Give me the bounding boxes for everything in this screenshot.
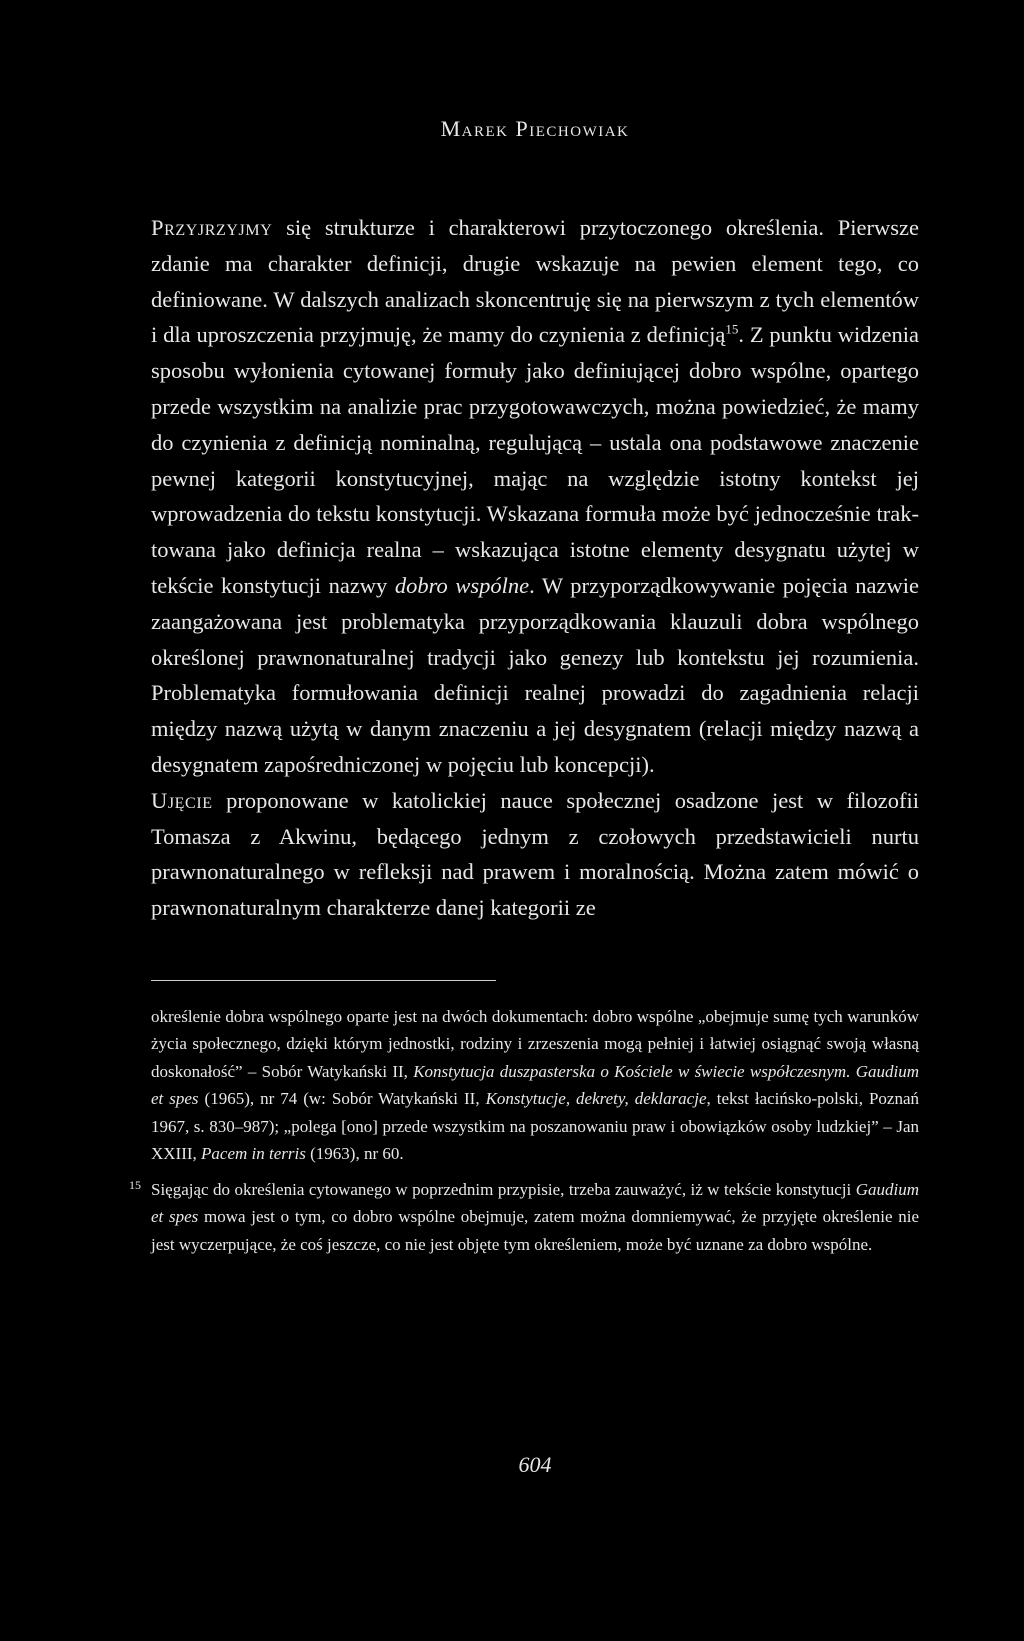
paragraph-lead-word: Przyjrzyjmy xyxy=(151,215,273,240)
paragraph-lead-word: Ujęcie xyxy=(151,787,213,813)
paragraph-1 xyxy=(151,210,919,783)
footnote-reference[interactable]: 15 xyxy=(725,321,739,337)
footnotes xyxy=(129,1003,920,1259)
paragraph-2 xyxy=(151,783,919,926)
footnote-italic: Konstytucje, dekrety, deklaracje xyxy=(485,1089,707,1109)
footnote-text: mowa jest o tym, co dobro wspólne obejmuje, zatem można domniemywać, że przyjęte określenie nie jest wyczerpujące, że coś jeszcze, co nie jest objęte tym określeniem, może być uznane za dobro wspólne. xyxy=(151,1207,920,1254)
footnote-number: 15 xyxy=(129,1177,141,1192)
paragraph-text: . W przyporządkowywanie pojęcia nazwie zaangażowana jest problematyka przyporządkowania klauzuli dobra wspólnego określonej prawnonaturalnej tradycji jako genezy lub kontekstu jej rozumienia. Problematyka formułowania definicji realnej prowadzi do zagadnienia relacji między nazwą użytą w danym znaczeniu a jej desygnatem (relacji między nazwą a desygnatem zapośredniczonej w pojęciu lub koncepcji). xyxy=(151,572,919,777)
running-head: Marek Piechowiak xyxy=(440,116,630,141)
footnote-text: Sięgając do określenia cytowanego w poprzednim przypisie, trzeba zauważyć, iż w tekście konstytucji xyxy=(151,1179,856,1199)
footnote-text: określenie dobra wspólnego oparte jest na dwóch dokumentach: dobro wspólne „obejmuje sumę tych warunków życia społecznego, dzięki którym jednostki, rodziny i zrzeszenia mogą pełniej i łatwiej osiągnąć swoją własną doskonałość” – Sobór Watykański II, xyxy=(151,1006,919,1081)
paragraph-text: się strukturze i charakterowi przytoczonego określenia. Pierwsze zdanie ma charakter definicji, drugie wskazuje na pewien element tego, co definiowane. W dalszych analizach skoncentruję się na pierwszym z tych elementów i dla uproszczenia przyjmuję, że mamy do czynienia z definicją xyxy=(151,215,919,348)
italic-term: dobro wspólne xyxy=(394,572,530,598)
footnote-separator xyxy=(151,980,496,981)
paragraph-text: . Z punktu widzenia sposobu wyłonienia cytowanej formuły jako definiującej dobro wspólne, opartego przede wszystkim na analizie prac przygotowawczych, można powiedzieć, że mamy do czynienia z definicją nominalną, regulującą – ustala ona podstawowe znaczenie pewnej kategorii konstytucyjnej, mając na względzie istotny kontekst jej wprowadzenia do tekstu konstytucji. Wskazana formuła może być jednocześnie traktowana jako definicja realna – wskazująca istotne elementy desygnatu użytej w tekście konstytucji nazwy xyxy=(151,322,919,598)
footnote-15 xyxy=(129,1176,920,1259)
footnote-text: (1963), nr 60. xyxy=(305,1144,404,1164)
footnote-italic: Pacem in terris xyxy=(201,1144,306,1164)
footnote-italic: Konstytucja duszpasterska o Kościele w świecie współczesnym. Gaudium et spes xyxy=(151,1061,920,1109)
page-body xyxy=(129,0,920,1477)
footnote-italic: Gaudium et spes xyxy=(151,1179,919,1227)
footnote-text: (1965), nr 74 (w: Sobór Watykański II, xyxy=(198,1089,486,1109)
page-number: 604 xyxy=(518,1452,552,1477)
paragraph-text: proponowane w katolickiej nauce społecznej osadzone jest w filozofii Tomasza z Akwinu, będącego jednym z czołowych przedstawicieli nurtu prawnonaturalnego w refleksji nad prawem i moralnością. Można zatem mówić o prawnonaturalnym charakterze danej kategorii ze xyxy=(151,787,919,921)
footnote-continued xyxy=(151,1003,919,1168)
footnote-text: , tekst łacińsko-polski, Poznań 1967, s. 830–987); „polega [ono] przede wszystkim na poszanowaniu praw i obowiązków osoby ludzkiej” – Jan XXIII, xyxy=(151,1089,919,1164)
